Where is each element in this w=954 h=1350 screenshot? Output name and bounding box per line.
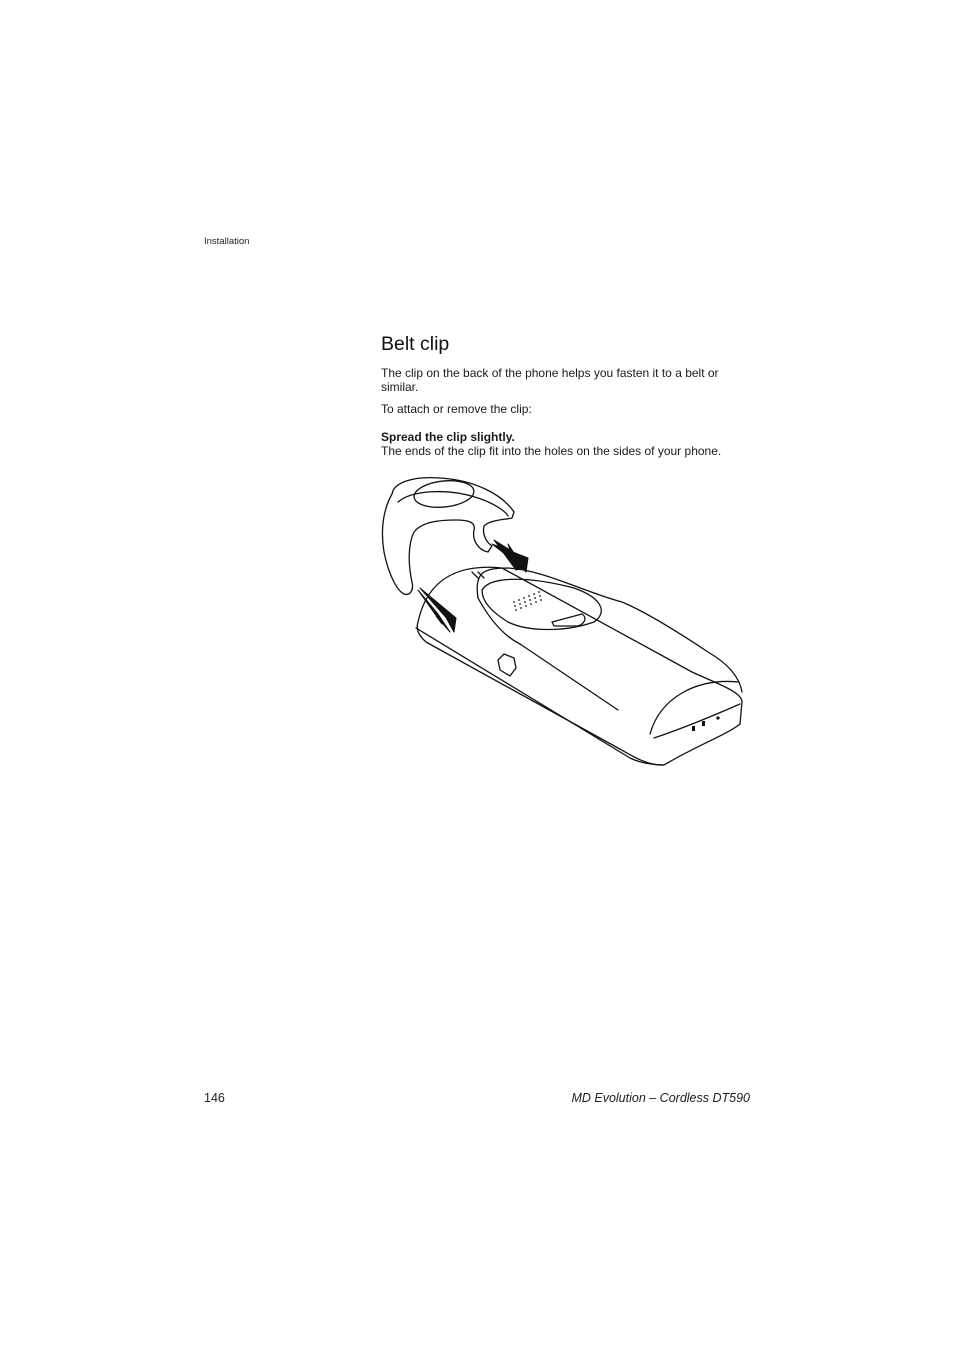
phone-side-rim — [416, 628, 664, 765]
main-content — [381, 332, 753, 458]
side-key-icon — [498, 654, 516, 676]
battery-cover — [477, 568, 742, 692]
speaker-grille-dots — [513, 591, 542, 611]
document-title: MD Evolution – Cordless DT590 — [571, 1091, 750, 1105]
running-header: Installation — [204, 236, 250, 247]
clip-hole — [692, 726, 695, 731]
section-title: Belt clip — [381, 333, 450, 355]
phone-body — [417, 567, 742, 765]
page-number: 146 — [204, 1091, 225, 1105]
intro-paragraph: The clip on the back of the phone helps you fasten it to a belt or similar. — [381, 366, 719, 394]
arrow-icon — [418, 540, 528, 632]
step-body: The ends of the clip fit into the holes on the sides of your phone. — [381, 444, 722, 458]
belt-clip-illustration — [378, 472, 750, 772]
release-tab — [552, 614, 585, 626]
instruction-lead: To attach or remove the clip: — [381, 402, 532, 416]
step-title: Spread the clip slightly. — [381, 430, 515, 444]
